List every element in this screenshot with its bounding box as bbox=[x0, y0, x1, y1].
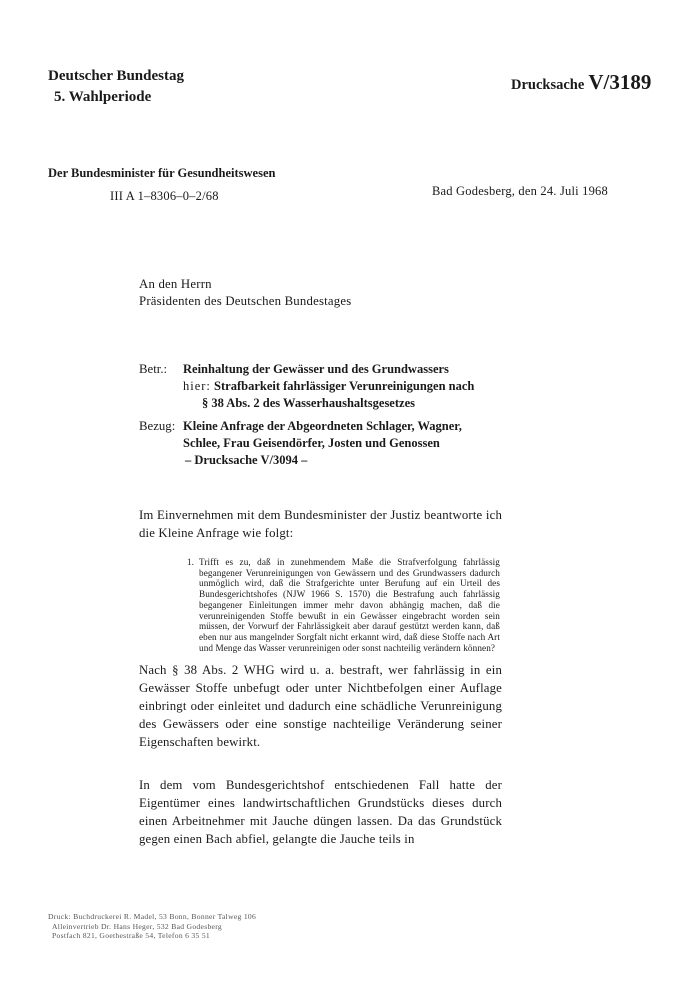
subject-block bbox=[183, 361, 474, 412]
legislative-period: 5. Wahlperiode bbox=[54, 89, 152, 105]
reference-line: – Drucksache V/3094 – bbox=[185, 453, 308, 467]
imprint-line: Alleinvertrieb Dr. Hans Heger, 532 Bad Godesberg bbox=[52, 921, 223, 931]
printer-imprint bbox=[48, 912, 256, 941]
address-line: An den Herrn bbox=[139, 277, 212, 291]
subject-hier-label: hier: bbox=[183, 379, 211, 393]
reference-line: Schlee, Frau Geisendörfer, Josten und Genossen bbox=[183, 436, 440, 450]
address-line: Präsidenten des Deutschen Bundestages bbox=[139, 294, 352, 308]
parliament-header bbox=[48, 66, 184, 108]
subject-label: Betr.: bbox=[139, 362, 168, 376]
sender-ministry: Der Bundesminister für Gesundheitswesen bbox=[48, 166, 276, 180]
subject-line-text: Strafbarkeit fahrlässiger Verunreinigungen nach bbox=[214, 379, 475, 393]
drucksache-number: V/3189 bbox=[588, 70, 652, 94]
imprint-line: Postfach 821, Goethestraße 54, Telefon 6 35 51 bbox=[52, 931, 211, 940]
subject-line bbox=[183, 378, 474, 395]
place-and-date: Bad Godesberg, den 24. Juli 1968 bbox=[432, 184, 608, 198]
reference-line: Kleine Anfrage der Abgeordneten Schlager, Wagner, bbox=[183, 419, 462, 433]
reference-block bbox=[183, 418, 462, 469]
intro-paragraph: Im Einvernehmen mit dem Bundesminister der Justiz beantworte ich die Kleine Anfrage wie folgt: bbox=[139, 508, 502, 540]
answer-paragraph: Nach § 38 Abs. 2 WHG wird u. a. bestraft, wer fahrlässig in ein Gewässer Stoffe unbefugt oder unter Nichtbefolgen einer Auflage einbringt oder einleitet und dadurch eine schädliche Verunreinigung des Gewässers oder eine sonstige nachteilige Veränderung seiner Eigenschaften bewirkt. bbox=[139, 663, 502, 749]
reference-label: Bezug: bbox=[139, 419, 176, 433]
answer-paragraph: In dem vom Bundesgerichtshof entschiedenen Fall hatte der Eigentümer eines landwirtschaftlichen Grundstücks dieses durch einen Arbeitnehmer mit Jauche düngen lassen. Da das Grundstück gegen einen Bach abfiel, gelangte die Jauche teils in bbox=[139, 778, 502, 846]
drucksache-reference bbox=[511, 70, 651, 95]
parliament-name: Deutscher Bundestag bbox=[48, 68, 184, 84]
question-text: Trifft es zu, daß in zunehmendem Maße die Strafverfolgung fahrlässig begangener Verunreinigungen von Gewässern und des Grundwassers dadurch unmöglich wird, daß die Strafgerichte unter Berufung auf ein Urteil des Bundesgerichtshofes (NJW 1966 S. 1570) die Bestrafung auch fahrlässig begangener Einleitungen immer mehr davon abhängig machen, daß die verunreinigenden Stoffe bewußt in ein Gewässer eingebracht worden sein müssen, der Vorwurf der Fahrlässigkeit aber darauf gestützt werden kann, daß eben nur aus mangelnder Sorgfalt nicht erkannt wird, daß diese Stoffe nach Art und Menge das Wasser verunreinigen oder sonst nachteilig verändern können? bbox=[199, 557, 500, 653]
imprint-line: Druck: Buchdruckerei R. Madel, 53 Bonn, Bonner Talweg 106 bbox=[48, 912, 257, 921]
question-number: 1. bbox=[187, 557, 194, 567]
subject-line: § 38 Abs. 2 des Wasserhaushaltsgesetzes bbox=[202, 396, 415, 410]
drucksache-label: Drucksache bbox=[511, 77, 585, 93]
recipient-address bbox=[139, 276, 351, 310]
file-reference: III A 1–8306–0–2/68 bbox=[110, 189, 219, 203]
subject-line: Reinhaltung der Gewässer und des Grundwassers bbox=[183, 362, 449, 376]
